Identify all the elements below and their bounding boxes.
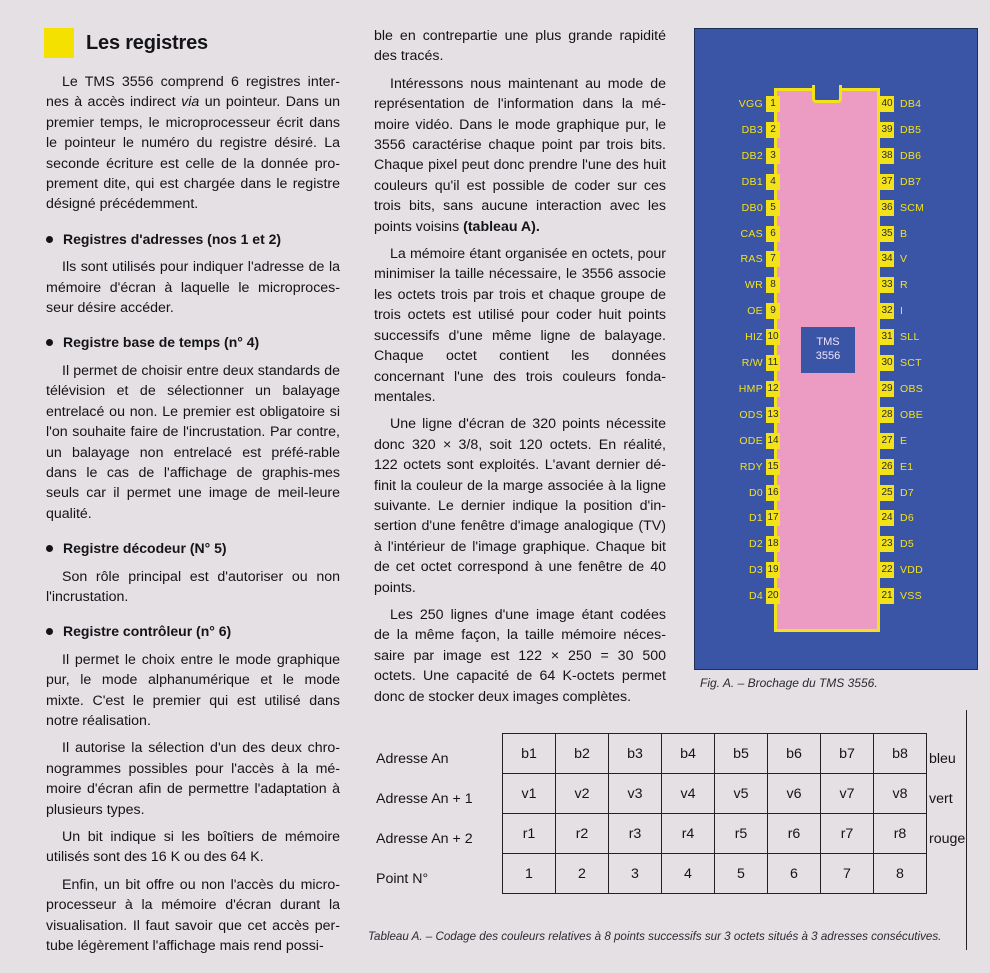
table-cell: 3 xyxy=(609,854,662,894)
table-cell: b3 xyxy=(609,734,662,774)
paragraph-continued: ble en contrepartie une plus grande rapidité des tracés. xyxy=(374,28,666,65)
subheading-controller-register: Registre contrôleur (n° 6) xyxy=(46,621,340,641)
bullet-icon xyxy=(46,339,53,346)
table-row xyxy=(503,734,927,774)
table-cell: b7 xyxy=(821,734,874,774)
table-cell: r5 xyxy=(715,814,768,854)
chip-notch xyxy=(812,85,842,103)
table-cell: r8 xyxy=(874,814,927,854)
column-middle xyxy=(374,26,666,714)
heading-title: Les registres xyxy=(86,31,208,54)
pin-number: 31 xyxy=(880,329,894,345)
pin-label: I xyxy=(900,305,904,318)
pin-label: B xyxy=(900,227,908,240)
intro-paragraph: Le TMS 3556 comprend 6 registres inter-nes à accès indirect via un pointeur. Dans un premier temps, le microprocesseur écrit dans le pointeur le numéro du registre désiré. La seconde écriture est celle de la donnée pro-prement dite, qui est chargée dans le registre désigné précédemment. xyxy=(46,74,340,213)
pin-number: 7 xyxy=(766,251,780,267)
pin-label: OBE xyxy=(900,408,924,421)
table-cell: b1 xyxy=(503,734,556,774)
table-color-label: bleu xyxy=(929,751,956,767)
table-cell: r1 xyxy=(503,814,556,854)
chip-name-box xyxy=(801,327,855,373)
pin-number: 35 xyxy=(880,226,894,242)
pin-label: VSS xyxy=(900,590,922,603)
table-cell: r4 xyxy=(662,814,715,854)
pin-number: 5 xyxy=(766,200,780,216)
pin-label: SCM xyxy=(900,201,925,214)
pin-number: 10 xyxy=(766,329,780,345)
subheading-decoder-register: Registre décodeur (N° 5) xyxy=(46,538,340,558)
pin-label: E xyxy=(900,434,908,447)
table-row xyxy=(503,854,927,894)
pin-number: 1 xyxy=(766,96,780,112)
pin-label: E1 xyxy=(900,460,914,473)
table-cell: v1 xyxy=(503,774,556,814)
table-row-label: Adresse An + 2 xyxy=(376,831,473,847)
pin-number: 2 xyxy=(766,122,780,138)
pin-label: OBS xyxy=(900,382,924,395)
pin-number: 38 xyxy=(880,148,894,164)
pin-label: R xyxy=(900,279,908,292)
column-left xyxy=(46,26,340,963)
paragraph: Il autorise la sélection d'un des deux chro-nogrammes possibles pour l'accès à la mé-moire d'écran afin de permettre l'adaptation à plusieurs types. xyxy=(46,740,340,818)
table-cell: 4 xyxy=(662,854,715,894)
pin-label: DB2 xyxy=(741,149,763,162)
pin-label: OE xyxy=(747,305,763,318)
paragraph: Intéressons nous maintenant au mode de représentation de l'information dans la mé-moire vidéo. Dans le mode graphique pur, le 3556 caractérise chaque point par trois bits. Chaque pixel peut donc prendre l'une des huit couleurs qu'il est possible de coder sur ces trois bits, sans aucune interaction avec les points voisins (tableau A). xyxy=(374,75,666,235)
pin-label: RAS xyxy=(740,253,763,266)
pin-number: 34 xyxy=(880,251,894,267)
pin-label: HIZ xyxy=(745,331,763,344)
table-cell: v4 xyxy=(662,774,715,814)
pin-number: 18 xyxy=(766,536,780,552)
table-cell: 7 xyxy=(821,854,874,894)
pin-label: DB0 xyxy=(741,201,763,214)
pin-label: DB4 xyxy=(900,98,922,110)
pin-number: 11 xyxy=(766,355,780,371)
pin-number: 39 xyxy=(880,122,894,138)
table-row-label: Adresse An + 1 xyxy=(376,791,473,807)
pin-label: ODS xyxy=(739,408,763,421)
table-cell: v3 xyxy=(609,774,662,814)
pin-label: R/W xyxy=(741,357,763,369)
pin-number: 32 xyxy=(880,303,894,319)
pin-label: WR xyxy=(744,279,763,292)
pin-number: 37 xyxy=(880,174,894,190)
pin-label: HMP xyxy=(738,382,763,395)
table-row xyxy=(503,774,927,814)
table-cell: b2 xyxy=(556,734,609,774)
pin-number: 26 xyxy=(880,459,894,475)
table-cell: r2 xyxy=(556,814,609,854)
bullet-icon xyxy=(46,628,53,635)
pin-label: D3 xyxy=(748,564,763,577)
pin-label: D6 xyxy=(900,512,915,525)
paragraph: Il permet le choix entre le mode graphique pur, le mode alphanumérique et le mode mixte. C'est le premier qui est utilisé dans notre réalisation. xyxy=(46,651,340,729)
table-cell: b6 xyxy=(768,734,821,774)
pin-number: 9 xyxy=(766,303,780,319)
table-cell: v2 xyxy=(556,774,609,814)
pin-number: 12 xyxy=(766,381,780,397)
pin-number: 28 xyxy=(880,407,894,423)
subheading-timebase-register: Registre base de temps (n° 4) xyxy=(46,332,340,352)
pin-label: D2 xyxy=(748,538,763,551)
pin-number: 40 xyxy=(880,96,894,112)
bullet-icon xyxy=(46,545,53,552)
pin-number: 25 xyxy=(880,485,894,501)
pin-number: 13 xyxy=(766,407,780,423)
pin-number: 14 xyxy=(766,433,780,449)
yellow-square-icon xyxy=(44,28,74,58)
table-cell: 6 xyxy=(768,854,821,894)
pin-number: 23 xyxy=(880,536,894,552)
table-cell: v5 xyxy=(715,774,768,814)
pin-number: 15 xyxy=(766,459,780,475)
pin-number: 36 xyxy=(880,200,894,216)
pin-label: D7 xyxy=(900,486,915,499)
pin-number: 33 xyxy=(880,277,894,293)
pin-number: 3 xyxy=(766,148,780,164)
paragraph: Enfin, un bit offre ou non l'accès du micro-processeur à la mémoire d'écran durant la visualisation. Il faut savoir que cet accès per-tube légèrement l'affichage mais rend possi- xyxy=(46,876,340,955)
pin-label: D5 xyxy=(900,538,915,551)
table-cell: 2 xyxy=(556,854,609,894)
table-cell: v7 xyxy=(821,774,874,814)
paragraph: Son rôle principal est d'autoriser ou non l'incrustation. xyxy=(46,568,340,605)
pin-label: DB1 xyxy=(741,175,763,188)
table-cell: r3 xyxy=(609,814,662,854)
pin-label: VGG xyxy=(738,98,763,110)
table-color-label: rouge xyxy=(929,831,966,847)
pin-number: 30 xyxy=(880,355,894,371)
pin-label: SLL xyxy=(900,331,920,344)
pin-number: 27 xyxy=(880,433,894,449)
table-cell: r6 xyxy=(768,814,821,854)
pin-label: DB5 xyxy=(900,123,922,136)
pin-label: D1 xyxy=(748,512,763,525)
table-row xyxy=(503,814,927,854)
pin-number: 17 xyxy=(766,510,780,526)
table-row-label: Point N° xyxy=(376,871,429,887)
table-cell: v6 xyxy=(768,774,821,814)
pin-label: DB6 xyxy=(900,149,922,162)
pin-number: 16 xyxy=(766,485,780,501)
table-cell: 1 xyxy=(503,854,556,894)
pin-number: 21 xyxy=(880,588,894,604)
table-caption: Tableau A. – Codage des couleurs relatives à 8 points successifs sur 3 octets situés à 3 adresses consécutives. xyxy=(368,930,942,943)
pin-label: DB3 xyxy=(741,123,763,136)
pin-number: 8 xyxy=(766,277,780,293)
paragraph: Les 250 lignes d'une image étant codées de la même façon, la taille mémoire néces-saire par image est 122 × 250 = 30 500 octets. Une capacité de 64 K-octets permet donc de stocker deux images complètes. xyxy=(374,606,666,705)
pin-number: 20 xyxy=(766,588,780,604)
bullet-icon xyxy=(46,236,53,243)
table-cell: r7 xyxy=(821,814,874,854)
table-reference: (tableau A). xyxy=(463,218,540,235)
pin-label: DB7 xyxy=(900,175,922,188)
table-cell: 5 xyxy=(715,854,768,894)
subheading-address-registers: Registres d'adresses (nos 1 et 2) xyxy=(46,229,340,249)
pin-label: ODE xyxy=(739,434,763,447)
figure-caption: Fig. A. – Brochage du TMS 3556. xyxy=(700,676,878,690)
paragraph: Une ligne d'écran de 320 points nécessite donc 320 × 3/8, soit 120 octets. En réalité, 122 octets sont exploités. L'avant dernier dé-finit la couleur de la marge associée à la ligne suivante. Le dernier indique la position d'in-sertion d'une fenêtre d'image analogique (TV) à l'intérieur de l'image graphique. Chaque bit de cet octet correspond à une fenêtre de 40 points. xyxy=(374,416,666,596)
paragraph: La mémoire étant organisée en octets, pour minimiser la taille nécessaire, le 3556 associe les octets trois par trois et chaque groupe de trois octets est utilisé pour coder huit points successifs d'une même ligne de balayage. Chaque octet contient les données concernant l'une des trois couleurs fonda-mentales. xyxy=(374,246,666,405)
frame-divider xyxy=(966,710,967,950)
table-cell: b5 xyxy=(715,734,768,774)
chip-name-line: 3556 xyxy=(815,350,841,362)
pin-number: 4 xyxy=(766,174,780,190)
section-heading xyxy=(44,28,340,58)
pin-label: SCT xyxy=(900,357,922,369)
pin-number: 6 xyxy=(766,226,780,242)
table-cell: b8 xyxy=(874,734,927,774)
table-cell: b4 xyxy=(662,734,715,774)
pin-label: CAS xyxy=(740,227,763,240)
bit-table xyxy=(502,733,927,894)
pin-label: D4 xyxy=(748,590,763,603)
table-row-label: Adresse An xyxy=(376,751,449,767)
pin-label: RDY xyxy=(739,460,763,473)
pin-number: 24 xyxy=(880,510,894,526)
pin-label: VDD xyxy=(900,564,924,577)
pin-label: D0 xyxy=(748,486,763,499)
pin-number: 19 xyxy=(766,562,780,578)
paragraph: Ils sont utilisés pour indiquer l'adresse de la mémoire d'écran à laquelle le microproces-seur désire accéder. xyxy=(46,259,340,317)
pin-number: 22 xyxy=(880,562,894,578)
paragraph: Un bit indique si les boîtiers de mémoire utilisés sont des 16 K ou des 64 K. xyxy=(46,829,340,866)
paragraph: Il permet de choisir entre deux standards de télévision et de sélectionner un balayage entrelacé ou non. Le premier est obligatoire si l'on souhaite faire de l'incrustation. Par contre, un balayage non entrelacé est préfé-rable dans le cas de l'affichage de graphis-mes seuls car il permet une image de meil-leure qualité. xyxy=(46,362,340,522)
pin-number: 29 xyxy=(880,381,894,397)
table-color-label: vert xyxy=(929,791,953,807)
table-cell: v8 xyxy=(874,774,927,814)
pin-label: V xyxy=(900,253,908,266)
table-cell: 8 xyxy=(874,854,927,894)
chip-name-line: TMS xyxy=(816,336,840,348)
